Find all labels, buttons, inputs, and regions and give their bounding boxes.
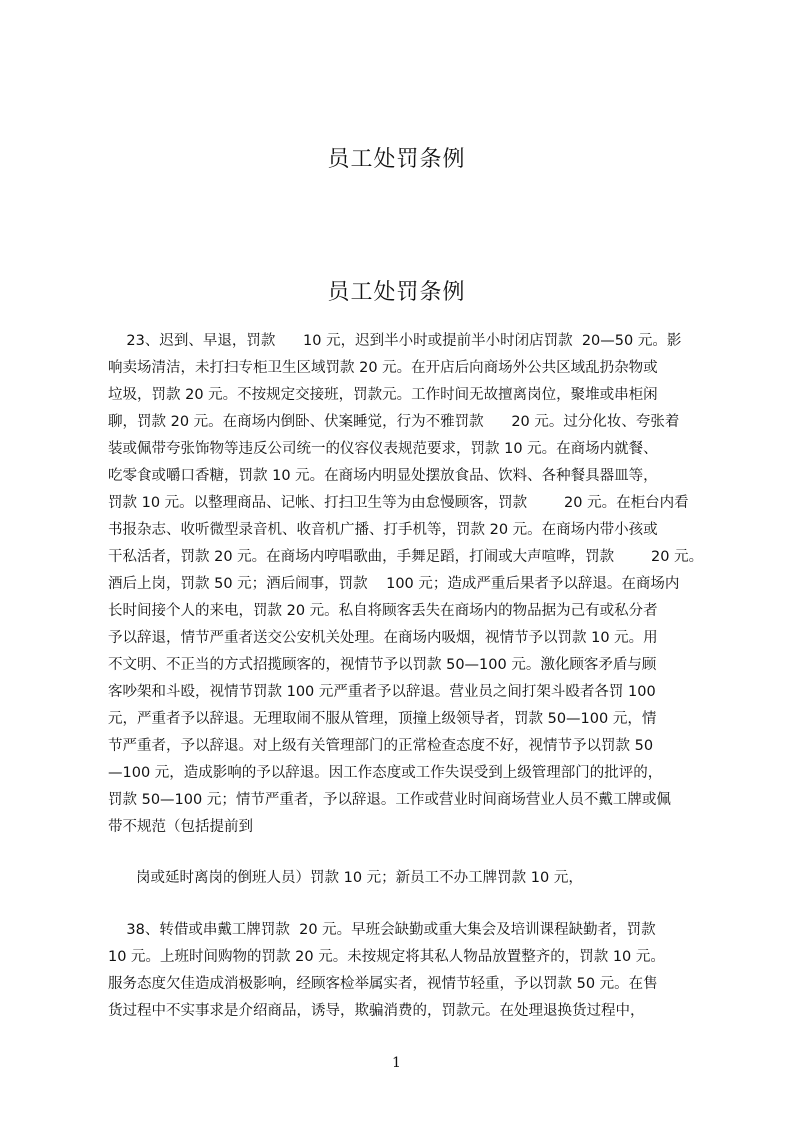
text-line: 予以辞退，情节严重者送交公安机关处理。在商场内吸烟，视情节予以罚款 10 元。用 xyxy=(108,630,658,646)
text-line: 元，严重者予以辞退。无理取闹不服从管理，顶撞上级领导者，罚款 50—100 元，情 xyxy=(108,711,657,727)
text-line: 带不规范（包括提前到 xyxy=(108,819,253,835)
text-line: 10 元。上班时间购物的罚款 20 元。未按规定将其私人物品放置整齐的，罚款 10 元。 xyxy=(108,949,665,965)
document-title: 员工处罚条例 xyxy=(327,280,466,305)
text-line: 23、迟到、早退，罚款 10 元，迟到半小时或提前半小时闭店罚款 20—50 元。影 xyxy=(108,333,682,349)
document-header-title: 员工处罚条例 xyxy=(327,147,466,172)
text-line: 岗或延时离岗的倒班人员）罚款 10 元；新员工不办工牌罚款 10 元， xyxy=(136,870,583,886)
text-line: 书报杂志、收听微型录音机、收音机广播、打手机等，罚款 20 元。在商场内带小孩或 xyxy=(108,522,658,538)
page-number: 1 xyxy=(392,1055,401,1071)
paragraph-penalties-1 xyxy=(108,328,708,841)
text-line: 酒后上岗，罚款 50 元；酒后闹事，罚款 100 元；造成严重后果者予以辞退。在商场内 xyxy=(108,576,680,592)
text-line: 响卖场清洁，未打扫专柜卫生区域罚款 20 元。在开店后向商场外公共区域乱扔杂物或 xyxy=(108,360,658,376)
text-line: 客吵架和斗殴，视情节罚款 100 元严重者予以辞退。营业员之间打架斗殴者各罚 100 xyxy=(108,684,656,700)
text-line: 罚款 10 元。以整理商品、记帐、打扫卫生等为由怠慢顾客，罚款 20 元。在柜台内看 xyxy=(108,495,689,511)
text-line: 吃零食或嚼口香糖，罚款 10 元。在商场内明显处摆放食品、饮料、各种餐具器皿等， xyxy=(108,468,658,484)
paragraph-penalties-2 xyxy=(136,865,716,892)
text-line: 长时间接个人的来电，罚款 20 元。私自将顾客丢失在商场内的物品据为己有或私分者 xyxy=(108,603,658,619)
text-line: 节严重者，予以辞退。对上级有关管理部门的正常检查态度不好，视情节予以罚款 50 xyxy=(108,738,654,754)
text-line: 38、转借或串戴工牌罚款 20 元。早班会缺勤或重大集会及培训课程缺勤者，罚款 xyxy=(108,922,656,938)
text-line: 罚款 50—100 元；情节严重者，予以辞退。工作或营业时间商场营业人员不戴工牌或佩 xyxy=(108,792,671,808)
text-line: 货过程中不实事求是介绍商品，诱导，欺骗消费的，罚款元。在处理退换货过程中， xyxy=(108,1003,645,1019)
text-line: 不文明、不正当的方式招揽顾客的，视情节予以罚款 50—100 元。激化顾客矛盾与顾 xyxy=(108,657,657,673)
paragraph-penalties-3 xyxy=(108,917,708,1025)
text-line: 垃圾，罚款 20 元。不按规定交接班，罚款元。工作时间无故擅离岗位，聚堆或串柜闲 xyxy=(108,387,658,403)
text-line: —100 元，造成影响的予以辞退。因工作态度或工作失误受到上级管理部门的批评的， xyxy=(108,765,663,781)
text-line: 服务态度欠佳造成消极影响，经顾客检举属实者，视情节轻重，予以罚款 50 元。在售 xyxy=(108,976,658,992)
text-line: 装或佩带夸张饰物等违反公司统一的仪容仪表规范要求，罚款 10 元。在商场内就餐、 xyxy=(108,441,658,457)
text-line: 聊，罚款 20 元。在商场内倒卧、伏案睡觉，行为不雅罚款 20 元。过分化妆、夸张着 xyxy=(108,414,680,430)
text-line: 干私活者，罚款 20 元。在商场内哼唱歌曲，手舞足蹈，打闹或大声喧哗，罚款 20 元。 xyxy=(108,549,704,565)
